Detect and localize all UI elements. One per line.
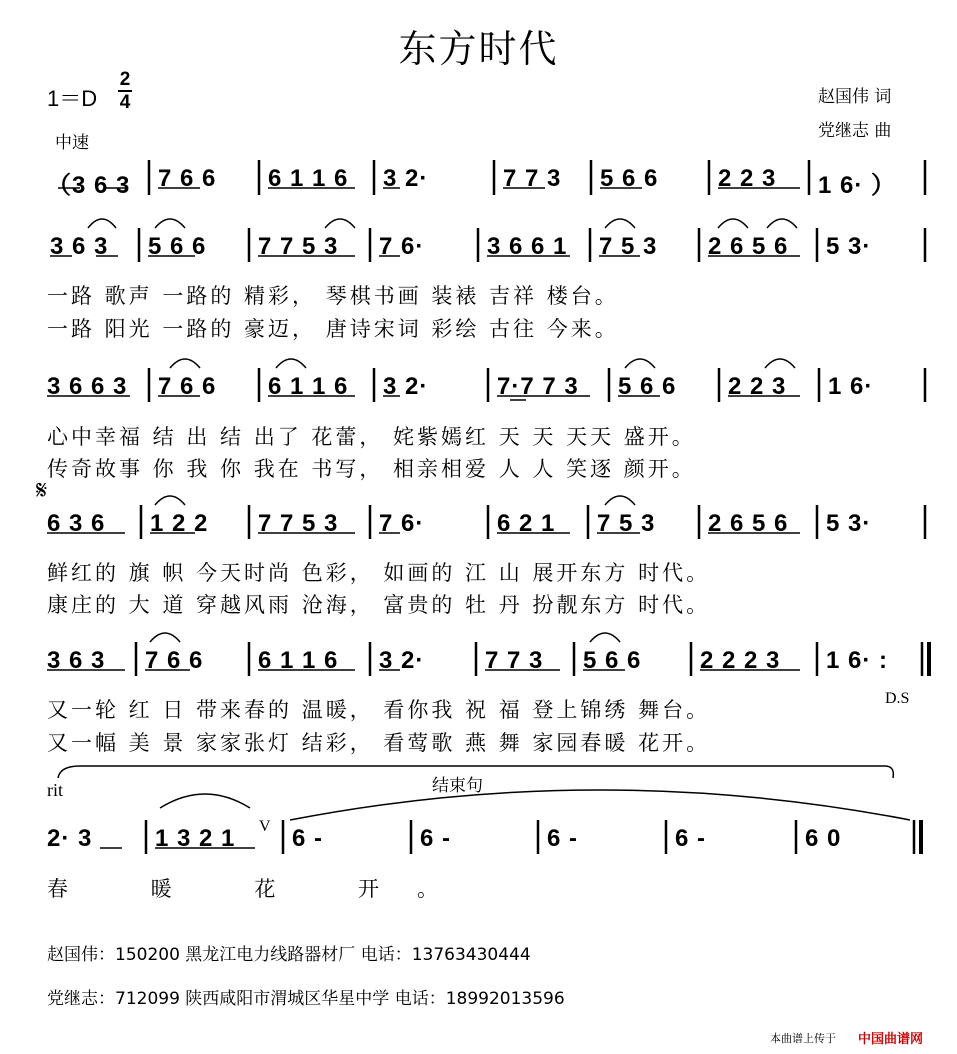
measure-3-6: 2 6 5 6 xyxy=(708,510,789,537)
measure-3-3: 7 6· xyxy=(379,510,425,537)
measure-5-1: 1 3 2 1 xyxy=(155,825,236,852)
lyrics-4-verse2: 又一幅 美 景 家家张灯 结彩， 看莺歌 燕 舞 家园春暖 花开。 xyxy=(47,731,711,755)
measure-5-6: 6 0 xyxy=(805,825,842,852)
measure-1-5: 7 5 3 xyxy=(599,233,658,260)
measure-4-3: 3 2· xyxy=(379,647,425,674)
measure-4-1: 7 6 6 xyxy=(145,647,204,674)
measure-2-4: 7·7 7 3 xyxy=(497,373,579,400)
time-sig-bottom: 4 xyxy=(119,92,131,113)
measure-2-6: 2 2 3 xyxy=(728,373,787,400)
measure-4-6: 2 2 2 3 xyxy=(700,647,781,674)
segno-icon: 𝄋 xyxy=(36,476,48,506)
measure-5-0: 2· 3 xyxy=(47,825,93,852)
lyrics-2-verse2: 传奇故事 你 我 你 我在 书写， 相亲相爱 人 人 笑逐 颜开。 xyxy=(47,457,696,481)
measure-3-7: 5 3· xyxy=(826,510,872,537)
lyrics-1-verse2: 一路 阳光 一路的 豪迈， 唐诗宋词 彩绘 古往 今来。 xyxy=(47,317,619,341)
time-signature xyxy=(118,70,132,112)
measure-0-1: 7 6 6 xyxy=(158,165,217,192)
measure-3-0: 6 3 6 xyxy=(47,510,106,537)
song-title: 东方时代 xyxy=(398,27,559,71)
measure-4-4: 7 7 3 xyxy=(485,647,544,674)
measure-0-6: 2 2 3 xyxy=(718,165,777,192)
footer-text: 本曲谱上传于 xyxy=(770,1032,836,1045)
measure-3-2: 7 7 5 3 xyxy=(258,510,339,537)
key-signature: 1＝D xyxy=(47,86,98,111)
measure-2-2: 6 1 1 6 xyxy=(268,373,349,400)
measure-0-5: 5 6 6 xyxy=(600,165,659,192)
measure-3-5: 7 5 3 xyxy=(597,510,656,537)
lyrics-5: 春 暖 花 开。 xyxy=(47,877,477,901)
lyrics-3-verse1: 鲜红的 旗 帜 今天时尚 色彩， 如画的 江 山 展开东方 时代。 xyxy=(47,561,711,585)
measure-1-3: 7 6· xyxy=(379,233,425,260)
time-sig-top: 2 xyxy=(119,69,131,90)
measure-2-3: 3 2· xyxy=(383,373,429,400)
composer-credit: 党继志 曲 xyxy=(818,121,892,141)
measure-0-7: 1 6· ） xyxy=(818,172,897,199)
measure-1-0: 3 6 3 xyxy=(50,233,109,260)
measure-1-1: 5 6 6 xyxy=(148,233,207,260)
measure-3-4: 6 2 1 xyxy=(497,510,556,537)
lyrics-1-verse1: 一路 歌声 一路的 精彩， 琴棋书画 装裱 吉祥 楼台。 xyxy=(47,284,619,308)
lyrics-2-verse1: 心中幸福 结 出 结 出了 花蕾， 姹紫嫣红 天 天 天天 盛开。 xyxy=(47,425,696,449)
measure-1-4: 3 6 6 1 xyxy=(487,233,568,260)
lyrics-3-verse2: 康庄的 大 道 穿越风雨 沧海， 富贵的 牡 丹 扮靓东方 时代。 xyxy=(47,593,711,617)
measure-0-2: 6 1 1 6 xyxy=(268,165,349,192)
measure-4-7: 1 6· : xyxy=(826,647,889,674)
measure-0-3: 3 2· xyxy=(383,165,429,192)
ds-marking: D.S xyxy=(885,690,910,707)
measure-1-7: 5 3· xyxy=(826,233,872,260)
measure-3-1: 1 2 2 xyxy=(150,510,209,537)
measure-2-0: 3 6 6 3 xyxy=(47,373,128,400)
measure-0-0: （3 6 3 xyxy=(47,172,131,199)
measure-4-5: 5 6 6 xyxy=(583,647,642,674)
rit-marking: rit xyxy=(47,780,63,800)
breath-mark: V xyxy=(259,818,271,835)
measure-2-1: 7 6 6 xyxy=(158,373,217,400)
measure-4-2: 6 1 1 6 xyxy=(258,647,339,674)
contact-lyricist: 赵国伟：150200 黑龙江电力线路器材厂 电话：13763430444 xyxy=(47,945,531,965)
measure-4-0: 3 6 3 xyxy=(47,647,106,674)
measure-2-7: 1 6· xyxy=(828,373,874,400)
tempo-marking: 中速 xyxy=(55,133,89,153)
measure-1-2: 7 7 5 3 xyxy=(258,233,339,260)
measure-5-2: 6 - xyxy=(292,825,324,852)
lyricist-credit: 赵国伟 词 xyxy=(818,87,892,107)
measure-5-3: 6 - xyxy=(420,825,452,852)
measure-5-5: 6 - xyxy=(675,825,707,852)
lyrics-4-verse1: 又一轮 红 日 带来春的 温暖， 看你我 祝 福 登上锦绣 舞台。 xyxy=(47,698,711,722)
footer-logo: 中国曲谱网 xyxy=(858,1032,924,1047)
contact-composer: 党继志：712099 陕西咸阳市渭城区华星中学 电话：18992013596 xyxy=(47,989,565,1009)
coda-label: 结束句 xyxy=(432,776,483,796)
measure-0-4: 7 7 3 xyxy=(503,165,562,192)
measure-5-4: 6 - xyxy=(547,825,579,852)
measure-1-6: 2 6 5 6 xyxy=(708,233,789,260)
measure-2-5: 5 6 6 xyxy=(618,373,677,400)
